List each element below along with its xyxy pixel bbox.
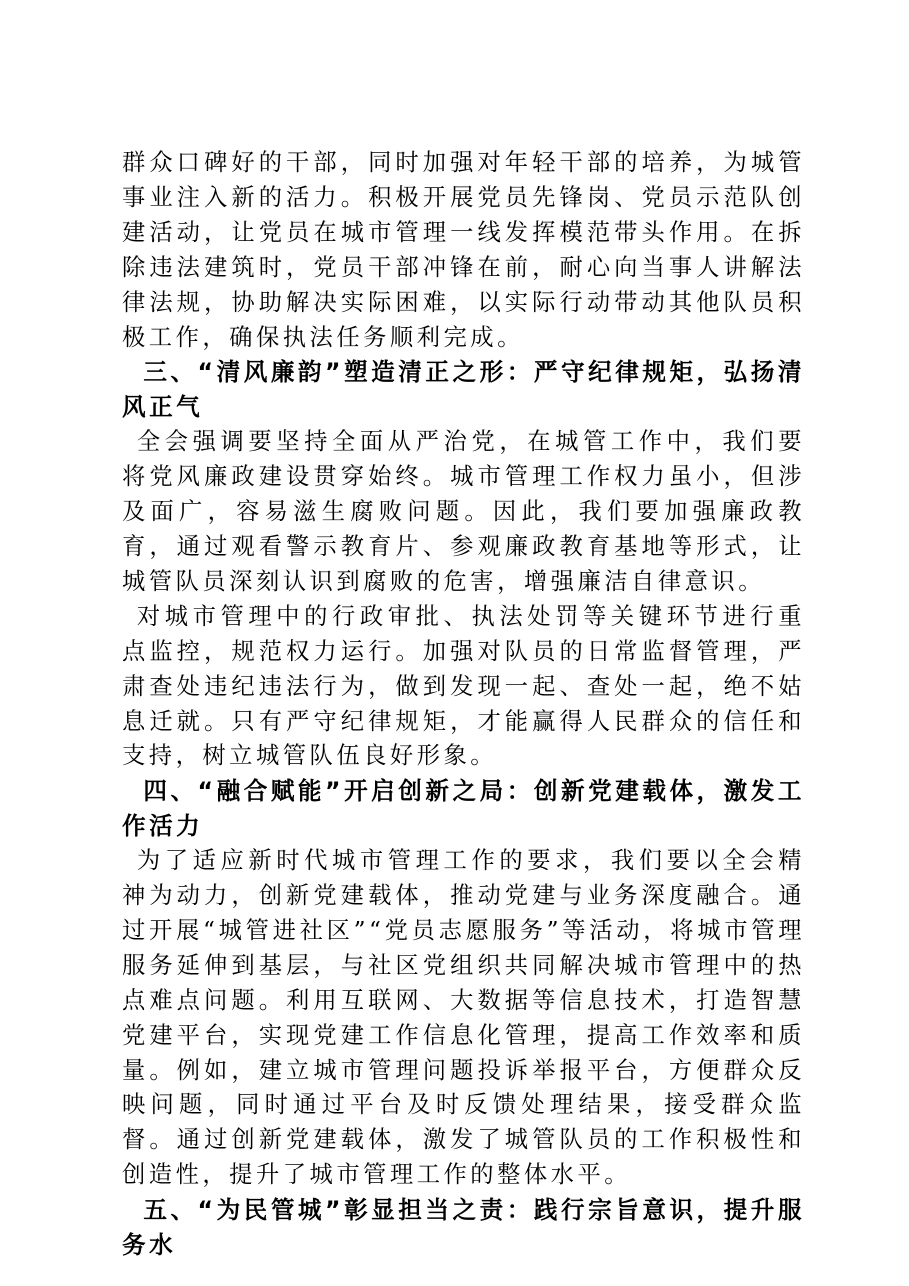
section-heading-3: 三、“清风廉韵”塑造清正之形：严守纪律规矩，弘扬清风正气 bbox=[122, 358, 805, 422]
section-heading-5: 五、“为民管城”彰显担当之责：践行宗旨意识，提升服务水 bbox=[122, 1196, 805, 1260]
section-heading-4: 四、“融合赋能”开启创新之局：创新党建载体，激发工作活力 bbox=[122, 777, 805, 841]
document-body bbox=[122, 146, 805, 1263]
body-paragraph: 全会强调要坚持全面从严治党，在城管工作中，我们要将党风廉政建设贯穿始终。城市管理工作权力虽小，但涉及面广，容易滋生腐败问题。因此，我们要加强廉政教育，通过观看警示教育片、参观廉政教育基地等形式，让城管队员深刻认识到腐败的危害，增强廉洁自律意识。 bbox=[122, 428, 805, 595]
body-paragraph-continuation: 群众口碑好的干部，同时加强对年轻干部的培养，为城管事业注入新的活力。积极开展党员先锋岗、党员示范队创建活动，让党员在城市管理一线发挥模范带头作用。在拆除违法建筑时，党员干部冲锋在前，耐心向当事人讲解法律法规，协助解决实际困难，以实际行动带动其他队员积极工作，确保执法任务顺利完成。 bbox=[122, 149, 805, 351]
body-paragraph: 为了适应新时代城市管理工作的要求，我们要以全会精神为动力，创新党建载体，推动党建与业务深度融合。通过开展“城管进社区”“党员志愿服务”等活动，将城市管理服务延伸到基层，与社区党组织共同解决城市管理中的热点难点问题。利用互联网、大数据等信息技术，打造智慧党建平台，实现党建工作信息化管理，提高工作效率和质量。例如，建立城市管理问题投诉举报平台，方便群众反映问题，同时通过平台及时反馈处理结果，接受群众监督。通过创新党建载体，激发了城管队员的工作积极性和创造性，提升了城市管理工作的整体水平。 bbox=[122, 847, 805, 1189]
body-paragraph: 对城市管理中的行政审批、执法处罚等关键环节进行重点监控，规范权力运行。加强对队员的日常监督管理，严肃查处违纪违法行为，做到发现一起、查处一起，绝不姑息迁就。只有严守纪律规矩，才能赢得人民群众的信任和支持，树立城管队伍良好形象。 bbox=[122, 602, 805, 770]
